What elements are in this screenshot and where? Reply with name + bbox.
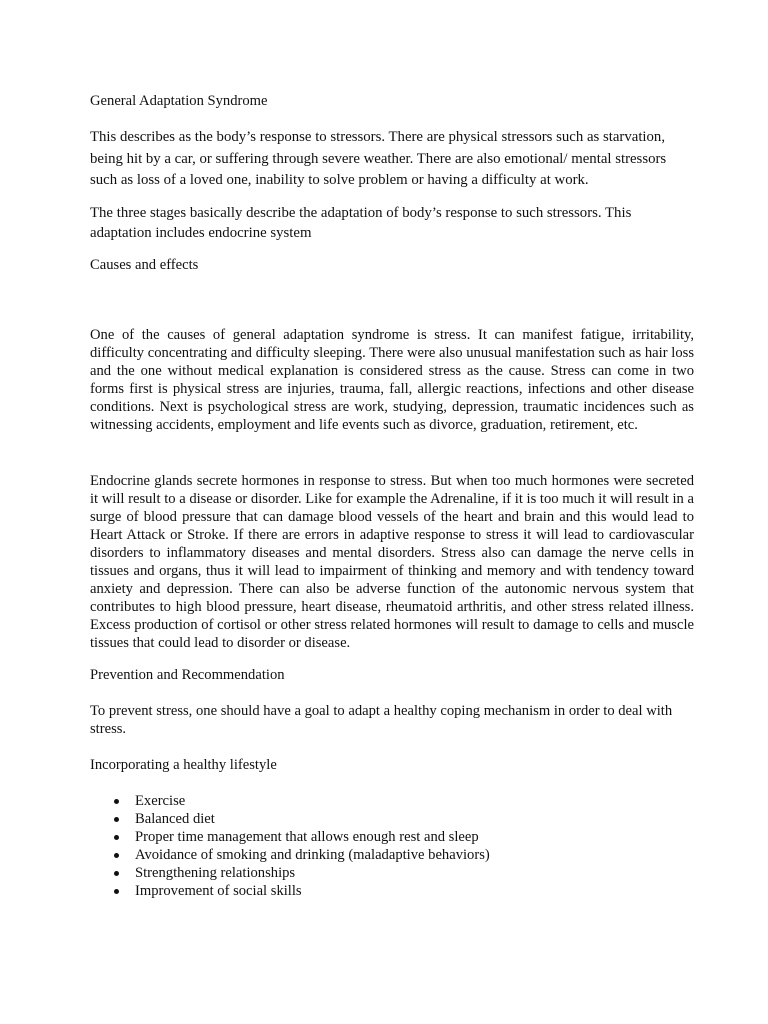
- list-item: [90, 846, 490, 864]
- intro-paragraph: This describes as the body’s response to stressors. There are physical stressors such as starvation, being hit by a car, or suffering through severe weather. There are also emotional/ mental stressors such as loss of a loved one, inability to solve problem or having a difficulty at work.: [90, 129, 667, 188]
- list-item: [90, 792, 490, 810]
- prevention-paragraph: To prevent stress, one should have a goal to adapt a healthy coping mechanism in order to deal with stress.: [90, 703, 673, 737]
- list-item-text: Avoidance of smoking and drinking (maladaptive behaviors): [135, 847, 490, 863]
- prevention-heading: Prevention and Recommendation: [90, 667, 285, 683]
- lifestyle-list: [90, 792, 490, 900]
- causes-heading: Causes and effects: [90, 257, 199, 273]
- list-item: [90, 882, 490, 900]
- lifestyle-heading: Incorporating a healthy lifestyle: [90, 757, 277, 773]
- bullet-icon: [114, 853, 119, 858]
- list-item-text: Balanced diet: [135, 811, 215, 827]
- causes-paragraph: One of the causes of general adaptation syndrome is stress. It can manifest fatigue, irritability, difficulty concentrating and difficulty sleeping. There were also unusual manifestation such as hair loss and the one without medical explanation is considered stress as the cause. Stress can come in two forms first is physical stress are injuries, trauma, fall, allergic reactions, infections and other disease conditions. Next is psychological stress are work, studying, depression, traumatic incidences such as witnessing accidents, employment and life events such as divorce, graduation, retirement, etc.: [90, 327, 694, 433]
- list-item: [90, 828, 490, 846]
- endocrine-paragraph: Endocrine glands secrete hormones in response to stress. But when too much hormones were secreted it will result to a disease or disorder. Like for example the Adrenaline, if it is too much it will result in a surge of blood pressure that can damage blood vessels of the heart and brain and this would lead to Heart Attack or Stroke. If there are errors in adaptive response to stress it will lead to cardiovascular disorders to inflammatory diseases and mental disorders. Stress also can damage the nerve cells in tissues and organs, thus it will lead to impairment of thinking and memory and with tendency toward anxiety and depression. There can also be adverse function of the autonomic nervous system that contributes to high blood pressure, heart disease, rheumatoid arthritis, and other stress related illness. Excess production of cortisol or other stress related hormones will result to damage to cells and muscle tissues that could lead to disorder or disease.: [90, 473, 694, 651]
- bullet-icon: [114, 799, 119, 804]
- list-item-text: Improvement of social skills: [135, 883, 302, 899]
- stages-paragraph: The three stages basically describe the adaptation of body’s response to such stressors. This adaptation includes endocrine system: [90, 205, 632, 241]
- bullet-icon: [114, 835, 119, 840]
- list-item-text: Exercise: [135, 793, 186, 809]
- document-title: General Adaptation Syndrome: [90, 93, 268, 109]
- bullet-icon: [114, 871, 119, 876]
- list-item-text: Proper time management that allows enough rest and sleep: [135, 829, 479, 845]
- list-item: [90, 864, 490, 882]
- list-item: [90, 810, 490, 828]
- list-item-text: Strengthening relationships: [135, 865, 296, 881]
- bullet-icon: [114, 817, 119, 822]
- bullet-icon: [114, 889, 119, 894]
